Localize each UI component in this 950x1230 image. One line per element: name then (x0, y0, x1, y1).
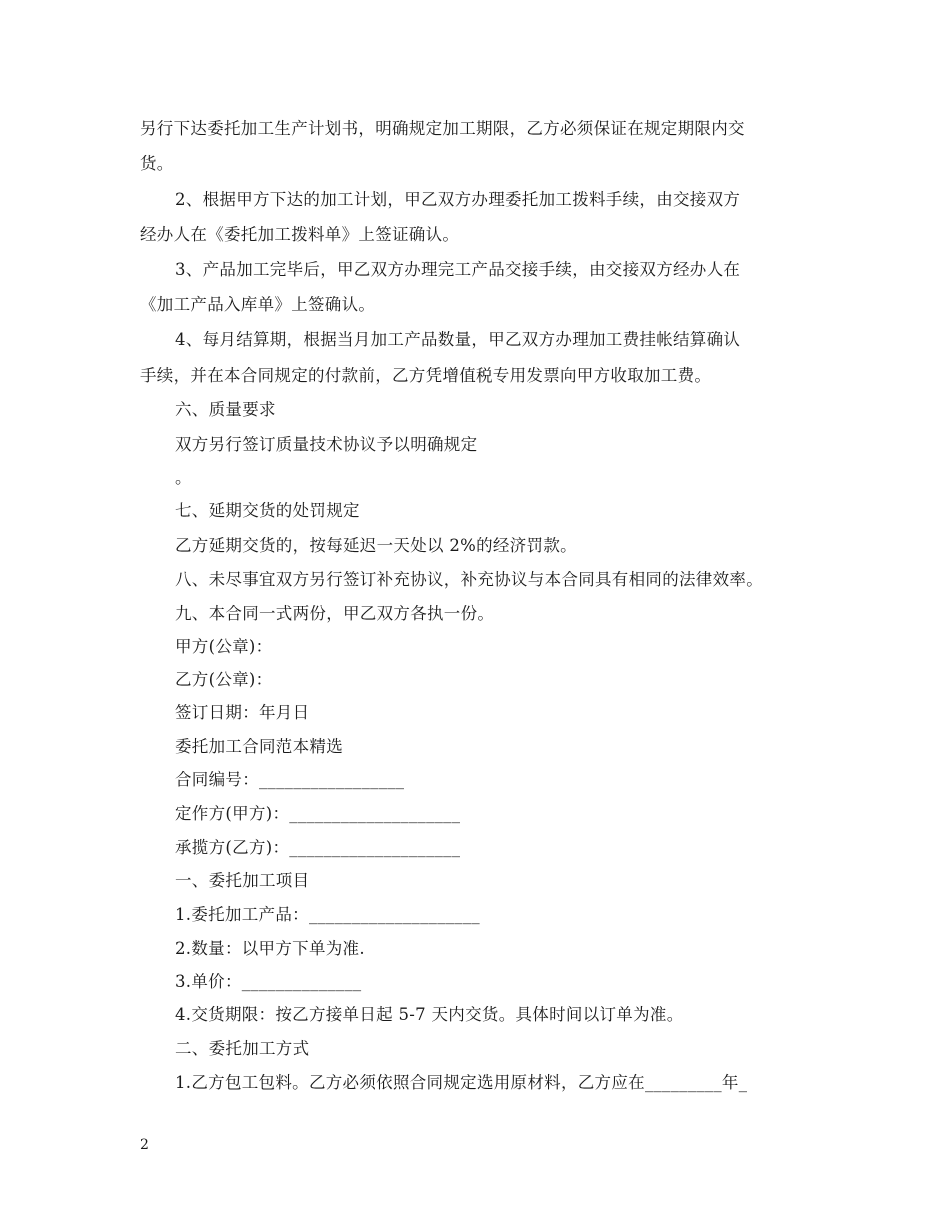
text-line: 4、每月结算期，根据当月加工产品数量，甲乙双方办理加工费挂帐结算确认 (175, 330, 741, 349)
signature-field: 乙方(公章)： (175, 670, 273, 689)
section-heading: 七、延期交货的处罚规定 (175, 501, 360, 520)
form-field: 定作方(甲方)：____________________ (175, 804, 461, 823)
form-field: 3.单价：______________ (175, 972, 362, 991)
text-line: 双方另行签订质量技术协议予以明确规定 (175, 435, 478, 454)
form-field: 合同编号：_________________ (175, 770, 405, 789)
text-line: 。 (175, 468, 192, 487)
form-field: 1.委托加工产品：____________________ (175, 905, 480, 924)
page-number: 2 (140, 1137, 149, 1153)
section-heading: 二、委托加工方式 (175, 1039, 310, 1058)
text-line: 1.乙方包工包料。乙方必须依照合同规定选用原材料，乙方应在_________年_ (175, 1073, 748, 1092)
text-line: 2、根据甲方下达的加工计划，甲乙双方办理委托加工拨料手续，由交接双方 (175, 190, 741, 209)
text-line: 乙方延期交货的，按每延迟一天处以 2%的经济罚款。 (175, 536, 577, 555)
text-line: 货。 (140, 154, 174, 173)
text-line: 《加工产品入库单》上签确认。 (140, 295, 376, 314)
form-field: 承揽方(乙方)：____________________ (175, 838, 461, 857)
text-line: 4.交货期限：按乙方接单日起 5-7 天内交货。具体时间以订单为准。 (175, 1005, 684, 1024)
document-title: 委托加工合同范本精选 (175, 737, 343, 756)
text-line: 手续，并在本合同规定的付款前，乙方凭增值税专用发票向甲方收取加工费。 (140, 366, 712, 385)
section-heading: 六、质量要求 (175, 400, 276, 419)
text-line: 3、产品加工完毕后，甲乙双方办理完工产品交接手续，由交接双方经办人在 (175, 260, 741, 279)
text-line: 经办人在《委托加工拨料单》上签证确认。 (140, 225, 460, 244)
signature-field: 甲方(公章)： (175, 637, 273, 656)
section-heading: 九、本合同一式两份，甲乙双方各执一份。 (175, 604, 495, 623)
text-line: 另行下达委托加工生产计划书，明确规定加工期限，乙方必须保证在规定期限内交 (140, 119, 745, 138)
text-line: 2.数量：以甲方下单为准. (175, 939, 365, 958)
section-heading: 一、委托加工项目 (175, 871, 310, 890)
section-heading: 八、未尽事宜双方另行签订补充协议，补充协议与本合同具有相同的法律效率。 (175, 570, 763, 589)
date-field: 签订日期：年月日 (175, 703, 310, 722)
